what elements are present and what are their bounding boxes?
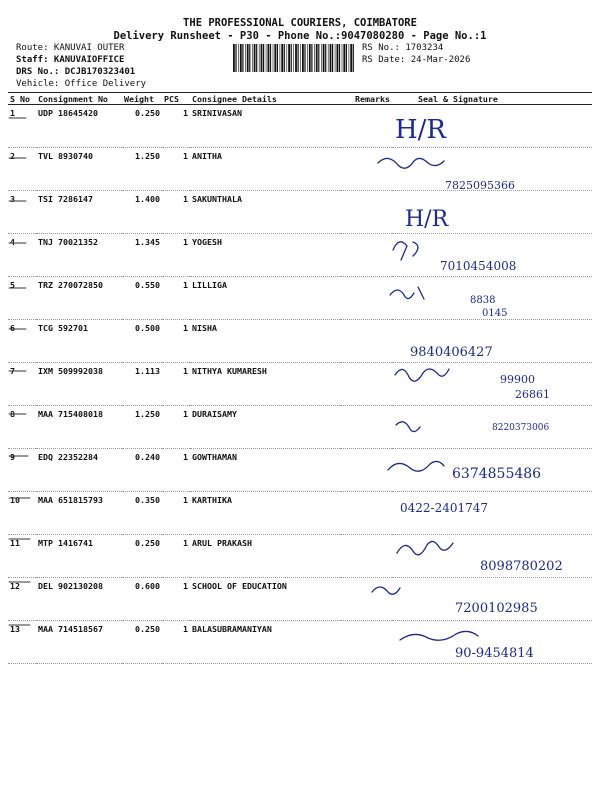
barcode-bar — [254, 44, 256, 72]
col-sno: S No — [8, 93, 36, 105]
table-row — [8, 320, 592, 363]
row-remarks — [340, 277, 392, 320]
row-remarks — [340, 320, 392, 363]
barcode-bar — [311, 44, 312, 72]
col-pcs: PCS — [162, 93, 190, 105]
col-consignment: Consignment No — [36, 93, 122, 105]
sig-text-5b: 0145 — [482, 308, 508, 319]
table-row — [8, 492, 592, 535]
barcode-bar — [349, 44, 350, 72]
barcode-bar — [277, 44, 278, 72]
row-pcs: 1 — [162, 406, 190, 449]
barcode-bar — [321, 44, 322, 72]
row-signature — [392, 234, 592, 277]
delivery-table — [8, 92, 592, 664]
row-consignment-no: MAA 715408018 — [36, 406, 122, 449]
row-consignment-no: TVL 8930740 — [36, 148, 122, 191]
barcode-bar — [247, 44, 249, 72]
row-sno: 1 — [8, 105, 36, 148]
row-consignee: NISHA — [190, 320, 340, 363]
row-pcs: 1 — [162, 234, 190, 277]
row-consignee: ARUL PRAKASH — [190, 535, 340, 578]
barcode-bar — [259, 44, 260, 72]
row-weight: 1.250 — [122, 406, 162, 449]
table-row — [8, 191, 592, 234]
barcode-bar — [284, 44, 285, 72]
row-consignee: GOWTHAMAN — [190, 449, 340, 492]
row-consignee: YOGESH — [190, 234, 340, 277]
company-title: THE PROFESSIONAL COURIERS, COIMBATORE — [183, 17, 417, 29]
barcode-bar — [270, 44, 271, 72]
barcode-bar — [346, 44, 347, 72]
barcode-bar — [266, 44, 267, 72]
row-weight: 0.250 — [122, 105, 162, 148]
barcode-bar — [304, 44, 305, 72]
row-weight: 0.550 — [122, 277, 162, 320]
row-consignment-no: TSI 7286147 — [36, 191, 122, 234]
row-remarks — [340, 234, 392, 277]
barcode-bar — [323, 44, 325, 72]
row-remarks — [340, 191, 392, 234]
barcode-bar — [235, 44, 236, 72]
row-signature — [392, 449, 592, 492]
barcode-bar — [314, 44, 315, 72]
row-remarks — [340, 621, 392, 664]
row-pcs: 1 — [162, 320, 190, 363]
runsheet-title: Delivery Runsheet - P30 - Phone No.:9047080280 - Page No.:1 — [113, 30, 487, 42]
row-consignment-no: TRZ 270072850 — [36, 277, 122, 320]
barcode-bar — [332, 44, 333, 72]
row-weight: 0.600 — [122, 578, 162, 621]
row-sno: 11 — [8, 535, 36, 578]
row-consignment-no: IXM 509992038 — [36, 363, 122, 406]
col-weight: Weight — [122, 93, 162, 105]
barcode-bar — [268, 44, 270, 72]
barcode-bar — [316, 44, 318, 72]
row-remarks — [340, 449, 392, 492]
col-seal: Seal & Signature — [392, 93, 592, 105]
row-consignee: SCHOOL OF EDUCATION — [190, 578, 340, 621]
row-pcs: 1 — [162, 148, 190, 191]
row-remarks — [340, 492, 392, 535]
row-pcs: 1 — [162, 449, 190, 492]
row-weight: 1.400 — [122, 191, 162, 234]
barcode-bar — [280, 44, 281, 72]
barcode-bar — [233, 44, 235, 72]
drs-number: DRS No.: DCJB170323401 — [16, 67, 136, 77]
row-pcs: 1 — [162, 492, 190, 535]
sig-text-7a: 99900 — [500, 373, 535, 386]
row-weight: 0.500 — [122, 320, 162, 363]
barcode-bar — [343, 44, 345, 72]
barcode-bar — [335, 44, 336, 72]
barcode-bar — [307, 44, 308, 72]
barcode-bar — [328, 44, 329, 72]
row-consignee: SRINIVASAN — [190, 105, 340, 148]
barcode-bar — [242, 44, 243, 72]
table-row — [8, 148, 592, 191]
row-signature — [392, 105, 592, 148]
table-header-row — [8, 93, 592, 105]
barcode-bar — [318, 44, 319, 72]
row-remarks — [340, 148, 392, 191]
sig-text-9: 6374855486 — [452, 466, 542, 482]
row-sno: 12 — [8, 578, 36, 621]
table-row — [8, 621, 592, 664]
row-consignee: DURAISAMY — [190, 406, 340, 449]
row-weight: 0.250 — [122, 535, 162, 578]
row-signature — [392, 277, 592, 320]
row-sno: 4 — [8, 234, 36, 277]
barcode-bar — [238, 44, 239, 72]
row-consignment-no: MAA 651815793 — [36, 492, 122, 535]
row-weight: 0.350 — [122, 492, 162, 535]
row-sno: 2 — [8, 148, 36, 191]
barcode-bar — [300, 44, 301, 72]
barcode-bar — [302, 44, 304, 72]
row-remarks — [340, 105, 392, 148]
row-consignee: BALASUBRAMANIYAN — [190, 621, 340, 664]
row-pcs: 1 — [162, 277, 190, 320]
row-consignment-no: MAA 714518567 — [36, 621, 122, 664]
row-sno: 3 — [8, 191, 36, 234]
barcode-bar — [249, 44, 250, 72]
barcode-bar — [288, 44, 290, 72]
row-weight: 0.240 — [122, 449, 162, 492]
sig-text-6: 9840406427 — [410, 345, 493, 360]
barcode-bar — [281, 44, 283, 72]
row-sno: 13 — [8, 621, 36, 664]
row-sno: 8 — [8, 406, 36, 449]
sig-text-5a: 8838 — [470, 295, 496, 306]
barcode-bar — [252, 44, 253, 72]
row-consignee: SAKUNTHALA — [190, 191, 340, 234]
row-signature — [392, 406, 592, 449]
row-signature — [392, 492, 592, 535]
col-remarks: Remarks — [340, 93, 392, 105]
rs-date: RS Date: 24-Mar-2026 — [362, 55, 471, 65]
col-consignee: Consignee Details — [190, 93, 340, 105]
row-signature — [392, 363, 592, 406]
row-consignee: KARTHIKA — [190, 492, 340, 535]
barcode-bar — [342, 44, 343, 72]
row-consignment-no: EDQ 22352284 — [36, 449, 122, 492]
barcode-bar — [245, 44, 246, 72]
barcode-bar — [337, 44, 339, 72]
vehicle-label: Vehicle: Office Delivery — [16, 79, 147, 89]
row-signature — [392, 578, 592, 621]
barcode-bar — [330, 44, 332, 72]
row-pcs: 1 — [162, 621, 190, 664]
row-pcs: 1 — [162, 191, 190, 234]
row-consignee: ANITHA — [190, 148, 340, 191]
row-consignee: NITHYA KUMARESH — [190, 363, 340, 406]
table-row — [8, 535, 592, 578]
row-signature — [392, 148, 592, 191]
barcode-image — [232, 44, 356, 72]
rs-number: RS No.: 1703234 — [362, 43, 444, 53]
sig-text-8: 8220373006 — [492, 423, 550, 433]
row-weight: 1.113 — [122, 363, 162, 406]
barcode-bar — [261, 44, 263, 72]
barcode-bar — [339, 44, 340, 72]
barcode-bar — [298, 44, 299, 72]
table-row — [8, 105, 592, 148]
sig-text-1: H/R — [395, 115, 447, 145]
row-signature — [392, 320, 592, 363]
table-row — [8, 578, 592, 621]
row-remarks — [340, 535, 392, 578]
row-pcs: 1 — [162, 578, 190, 621]
table-row — [8, 234, 592, 277]
sig-text-4: 7010454008 — [440, 259, 517, 273]
staff-label: Staff: KANUVAIOFFICE — [16, 55, 125, 65]
table-row — [8, 363, 592, 406]
barcode-bar — [309, 44, 311, 72]
row-weight: 0.250 — [122, 621, 162, 664]
row-remarks — [340, 578, 392, 621]
row-consignment-no: UDP 18645420 — [36, 105, 122, 148]
barcode-bar — [325, 44, 326, 72]
barcode-bar — [287, 44, 288, 72]
row-weight: 1.250 — [122, 148, 162, 191]
barcode-bar — [263, 44, 264, 72]
row-weight: 1.345 — [122, 234, 162, 277]
sig-text-12: 7200102985 — [455, 601, 538, 616]
row-signature — [392, 535, 592, 578]
barcode-bar — [295, 44, 297, 72]
row-sno: 10 — [8, 492, 36, 535]
sig-text-3: H/R — [405, 207, 449, 232]
row-pcs: 1 — [162, 363, 190, 406]
route-label: Route: KANUVAI OUTER — [16, 43, 125, 53]
row-consignment-no: DEL 902130208 — [36, 578, 122, 621]
row-signature — [392, 191, 592, 234]
barcode-bar — [256, 44, 257, 72]
barcode-bar — [353, 44, 354, 72]
table-row — [8, 277, 592, 320]
row-sno: 6 — [8, 320, 36, 363]
table-row — [8, 449, 592, 492]
row-pcs: 1 — [162, 105, 190, 148]
row-consignee: LILLIGA — [190, 277, 340, 320]
row-sno: 7 — [8, 363, 36, 406]
sig-text-7b: 26861 — [515, 388, 550, 401]
row-consignment-no: TCG 592701 — [36, 320, 122, 363]
row-sno: 5 — [8, 277, 36, 320]
table-row — [8, 406, 592, 449]
barcode-bar — [273, 44, 274, 72]
barcode-bar — [274, 44, 276, 72]
barcode-bar — [293, 44, 294, 72]
barcode-bar — [350, 44, 352, 72]
row-remarks — [340, 406, 392, 449]
row-sno: 9 — [8, 449, 36, 492]
row-consignment-no: TNJ 70021352 — [36, 234, 122, 277]
row-signature — [392, 621, 592, 664]
sig-text-10: 0422-2401747 — [400, 501, 489, 515]
sig-text-13: 90-9454814 — [455, 646, 534, 661]
sig-text-11: 8098780202 — [480, 559, 563, 574]
barcode-bar — [291, 44, 292, 72]
barcode-bar — [240, 44, 242, 72]
row-remarks — [340, 363, 392, 406]
sig-text-2: 7825095366 — [445, 179, 515, 192]
row-pcs: 1 — [162, 535, 190, 578]
row-consignment-no: MTP 1416741 — [36, 535, 122, 578]
